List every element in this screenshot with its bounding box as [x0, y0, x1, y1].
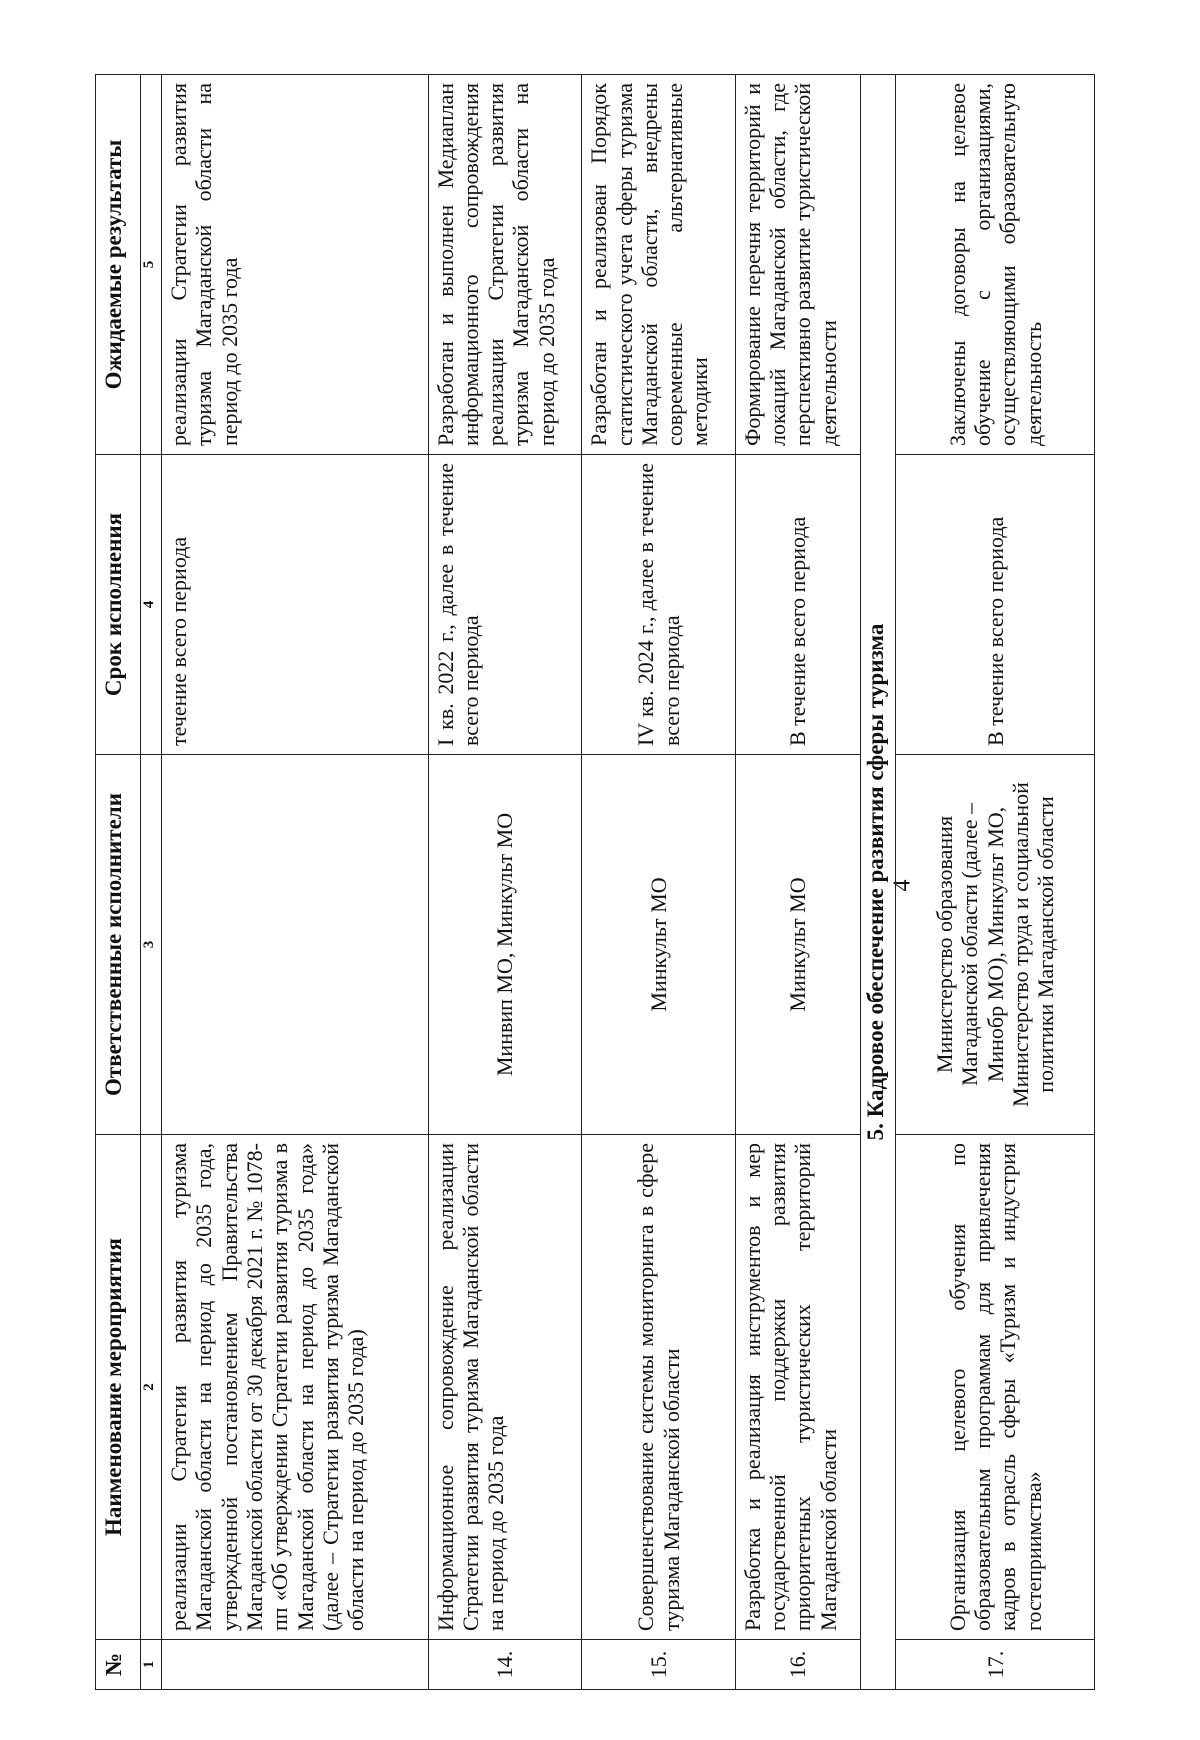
table-row [162, 75, 429, 1690]
events-table [95, 74, 1095, 1690]
table-row [735, 75, 860, 1690]
event-term: В течение всего периода [896, 455, 1095, 755]
page-number: 4 [889, 879, 916, 892]
event-executors: Минкульт МО [582, 755, 736, 1135]
header-name: Наименование мероприятия [96, 1135, 141, 1640]
column-number: 4 [141, 455, 162, 755]
rotated-table-container [95, 75, 1095, 1690]
header-term: Срок исполнения [96, 455, 141, 755]
header-row [96, 75, 141, 1690]
event-result: Заключены договоры на целевое обучение с организациями, осуществляющими образовательную деятельность [896, 75, 1095, 455]
event-result: реализации Стратегии развития туризма Магаданской области на период до 2035 года [162, 75, 429, 455]
table-row [896, 75, 1095, 1690]
event-executors: Министерство образования Магаданской области (далее – Минобр МО), Минкульт МО, Министерство труда и социальной политики Магаданской области [896, 755, 1095, 1135]
row-number [162, 1640, 429, 1690]
event-term: В течение всего периода [735, 455, 860, 755]
event-term: I кв. 2022 г., далее в течение всего периода [428, 455, 582, 755]
event-name: Совершенствование системы мониторинга в сфере туризма Магаданской области [582, 1135, 736, 1640]
column-number: 1 [141, 1640, 162, 1690]
column-number: 2 [141, 1135, 162, 1640]
event-result: Формирование перечня территорий и локаций Магаданской области, где перспективно развитие туристической деятельности [735, 75, 860, 455]
section-row [860, 75, 896, 1690]
event-name: Информационное сопровождение реализации Стратегии развития туризма Магаданской области на период до 2035 года [428, 1135, 582, 1640]
header-num: № [96, 1640, 141, 1690]
event-executors [162, 755, 429, 1135]
row-number: 14. [428, 1640, 582, 1690]
header-result: Ожидаемые результаты [96, 75, 141, 455]
row-number: 15. [582, 1640, 736, 1690]
event-result: Разработан и реализован Порядок статистического учета сферы туризма Магаданской области, внедрены современные альтернативные методики [582, 75, 736, 455]
event-executors: Минвип МО, Минкульт МО [428, 755, 582, 1135]
event-result: Разработан и выполнен Медиаплан информационного сопровождения реализации Стратегии развития туризма Магаданской области на период до 2035 года [428, 75, 582, 455]
column-number: 5 [141, 75, 162, 455]
column-number-row [141, 75, 162, 1690]
event-name: реализации Стратегии развития туризма Магаданской области на период до 2035 года, утвержденной постановлением Правительства Магаданской области от 30 декабря 2021 г. № 1078-пп «Об утверждении Стратегии развития туризма в Магаданской области на период до 2035 года» (далее – Стратегии развития туризма Магаданской области на период до 2035 года) [162, 1135, 429, 1640]
event-term: IV кв. 2024 г., далее в течение всего периода [582, 455, 736, 755]
table-row [582, 75, 736, 1690]
section-title: 5. Кадровое обеспечение развития сферы туризма [860, 75, 896, 1690]
event-term: течение всего периода [162, 455, 429, 755]
column-number: 3 [141, 755, 162, 1135]
row-number: 16. [735, 1640, 860, 1690]
event-executors: Минкульт МО [735, 755, 860, 1135]
table-row [428, 75, 582, 1690]
header-executors: Ответственные исполнители [96, 755, 141, 1135]
event-name: Разработка и реализация инструментов и мер государственной поддержки развития приоритетных туристических территорий Магаданской области [735, 1135, 860, 1640]
event-name: Организация целевого обучения по образовательным программам для привлечения кадров в отрасль сферы «Туризм и индустрия гостеприимства» [896, 1135, 1095, 1640]
row-number: 17. [896, 1640, 1095, 1690]
